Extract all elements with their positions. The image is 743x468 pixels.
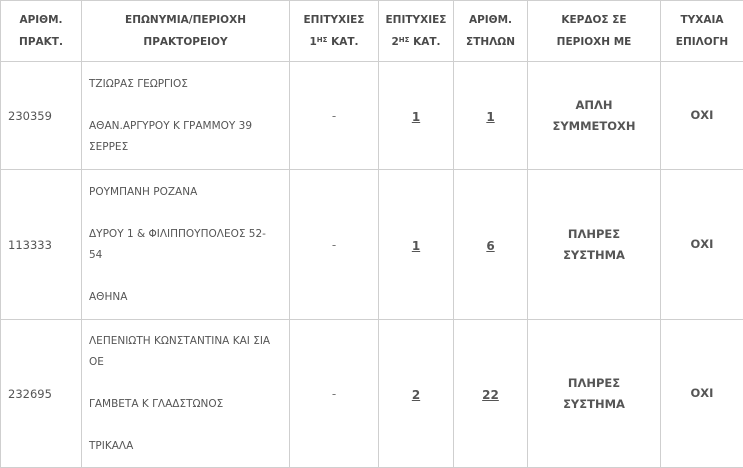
agency-number: 230359: [1, 62, 82, 170]
agency-info: [82, 170, 290, 320]
header-wins-1st: ΕΠΙΤΥΧΙΕΣ $1^{H\Sigma}$ ΚΑΤ.: [290, 1, 379, 62]
columns-cell: [454, 320, 528, 468]
wins-1st: -: [290, 62, 379, 170]
columns-link[interactable]: 22: [482, 388, 499, 402]
wins-2nd-cell: [379, 170, 454, 320]
agency-number: 232695: [1, 320, 82, 468]
agency-name: ΛΕΠΕΝΙΩΤΗ ΚΩΝΣΤΑΝΤΙΝΑ ΚΑΙ ΣΙΑ: [89, 331, 289, 352]
table-row: [1, 62, 743, 170]
agency-info: [82, 62, 290, 170]
header-random: ΤΥΧΑΙΑ ΕΠΙΛΟΓΗ: [661, 1, 743, 62]
agency-number: 113333: [1, 170, 82, 320]
wins-2nd-link[interactable]: 1: [412, 239, 420, 253]
agency-city: ΤΡΙΚΑΛΑ: [89, 436, 289, 457]
wins-2nd-cell: [379, 62, 454, 170]
random-pick: ΟΧΙ: [661, 170, 743, 320]
agency-name: ΤΖΙΩΡΑΣ ΓΕΩΡΓΙΟΣ: [89, 74, 289, 95]
agency-city: ΑΘΗΝΑ: [89, 287, 289, 308]
random-pick: ΟΧΙ: [661, 62, 743, 170]
wins-1st: -: [290, 170, 379, 320]
wins-2nd-cell: [379, 320, 454, 468]
header-agency-name: ΕΠΩΝΥΜΙΑ/ΠΕΡΙΟΧΗ ΠΡΑΚΤΟΡΕΙΟΥ: [82, 1, 290, 62]
agency-city: ΣΕΡΡΕΣ: [89, 137, 289, 158]
table-row: [1, 320, 743, 468]
profit-type: ΑΠΛΗ ΣΥΜΜΕΤΟΧΗ: [528, 62, 661, 170]
header-columns: ΑΡΙΘΜ. ΣΤΗΛΩΝ: [454, 1, 528, 62]
columns-link[interactable]: 1: [486, 110, 494, 124]
header-agency-no: ΑΡΙΘΜ. ΠΡΑΚΤ.: [1, 1, 82, 62]
header-row: [1, 1, 743, 62]
agency-info: [82, 320, 290, 468]
columns-link[interactable]: 6: [486, 239, 494, 253]
agency-address: ΑΘΑΝ.ΑΡΓΥΡΟΥ Κ ΓΡΑΜΜΟΥ 39: [89, 116, 289, 137]
agency-address-cont: 54: [89, 245, 289, 266]
agency-name: ΡΟΥΜΠΑΝΗ ΡΟΖΑΝΑ: [89, 182, 289, 203]
wins-2nd-link[interactable]: 2: [412, 388, 420, 402]
random-pick: ΟΧΙ: [661, 320, 743, 468]
table-row: [1, 170, 743, 320]
agency-address: ΔΥΡΟΥ 1 & ΦΙΛΙΠΠΟΥΠΟΛΕΟΣ 52-: [89, 224, 289, 245]
header-profit: ΚΕΡΔΟΣ ΣΕ ΠΕΡΙΟΧΗ ΜΕ: [528, 1, 661, 62]
agency-address: ΓΑΜΒΕΤΑ Κ ΓΛΑΔΣΤΩΝΟΣ: [89, 394, 289, 415]
header-wins-2nd: ΕΠΙΤΥΧΙΕΣ $2^{H\Sigma}$ ΚΑΤ.: [379, 1, 454, 62]
columns-cell: [454, 62, 528, 170]
wins-2nd-link[interactable]: 1: [412, 110, 420, 124]
agency-name-cont: ΟΕ: [89, 352, 289, 373]
wins-1st: -: [290, 320, 379, 468]
profit-type: ΠΛΗΡΕΣ ΣΥΣΤΗΜΑ: [528, 170, 661, 320]
profit-type: ΠΛΗΡΕΣ ΣΥΣΤΗΜΑ: [528, 320, 661, 468]
columns-cell: [454, 170, 528, 320]
